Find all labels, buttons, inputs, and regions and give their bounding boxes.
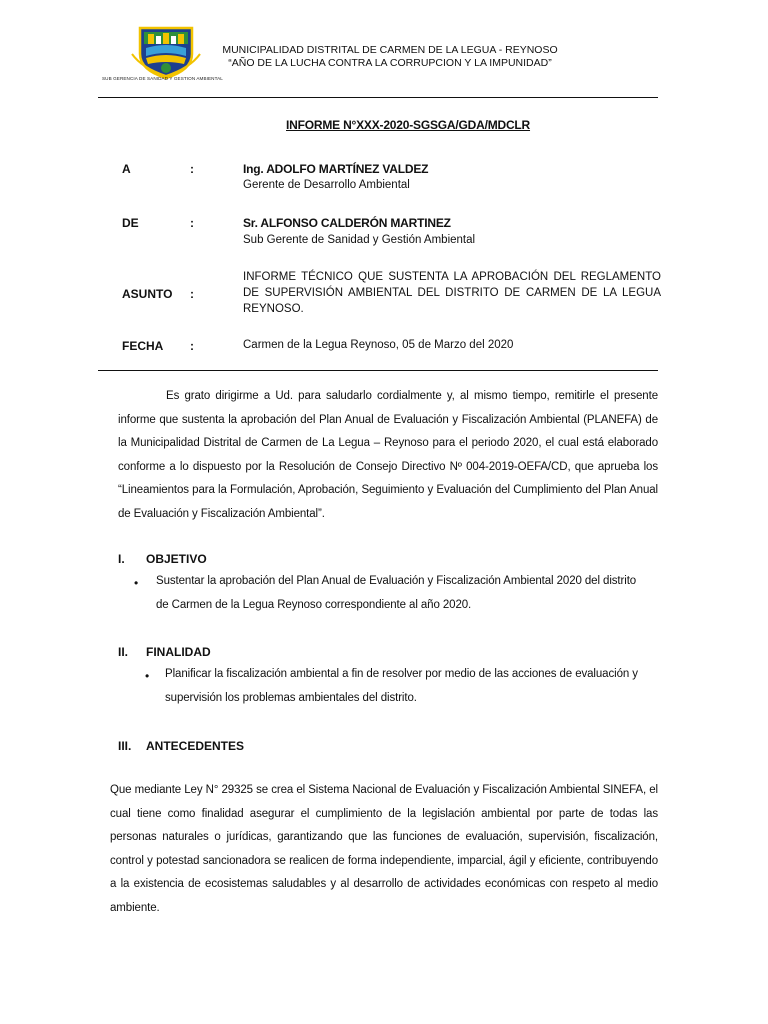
- org-name: MUNICIPALIDAD DISTRITAL DE CARMEN DE LA LEGUA - REYNOSO: [222, 44, 558, 56]
- date-label: FECHA: [122, 339, 164, 353]
- from-label: DE: [122, 216, 139, 230]
- municipal-logo: [104, 24, 224, 88]
- date-colon: :: [190, 339, 194, 353]
- logo-caption: SUB GERENCIA DE SANIDAD Y GESTION AMBIENTAL: [102, 76, 223, 81]
- intro-paragraph: Es grato dirigirme a Ud. para saludarlo cordialmente y, al mismo tiempo, remitirle el presente informe que sustenta la aprobación del Plan Anual de Evaluación y Fiscalización Ambiental (PLANEFA) de la Municipalidad Distrital de Carmen de La Legua – Reynoso para el periodo 2020, el cual está elaborado conforme a lo dispuesto por la Resolución de Consejo Directivo Nº 004-2019-OEFA/CD, que aprueba los “Lineamientos para la Formulación, Aprobación, Seguimiento y Evaluación del Cumplimiento del Plan Anual de Evaluación y Fiscalización Ambiental”.: [118, 390, 658, 520]
- section-number-finalidad: II.: [118, 645, 129, 659]
- section-title-finalidad: FINALIDAD: [146, 645, 211, 659]
- objetivo-line-2: de Carmen de la Legua Reynoso correspondiente al año 2020.: [156, 599, 472, 611]
- report-title: INFORME N°XXX-2020-SGSGA/GDA/MDCLR: [286, 118, 531, 132]
- from-name: Sr. ALFONSO CALDERÓN MARTINEZ: [243, 216, 451, 230]
- subject-colon: :: [190, 287, 194, 301]
- org-motto: “AÑO DE LA LUCHA CONTRA LA CORRUPCION Y LA IMPUNIDAD”: [228, 57, 552, 69]
- section-number-antecedentes: III.: [118, 739, 132, 753]
- to-role: Gerente de Desarrollo Ambiental: [243, 179, 410, 191]
- finalidad-line-1: Planificar la fiscalización ambiental a fin de resolver por medio de las acciones de evaluación y: [165, 668, 638, 680]
- date-text: Carmen de la Legua Reynoso, 05 de Marzo del 2020: [243, 339, 514, 351]
- from-colon: :: [190, 216, 194, 230]
- header-divider: [98, 97, 658, 98]
- subject-label: ASUNTO: [122, 287, 173, 301]
- subject-text: INFORME TÉCNICO QUE SUSTENTA LA APROBACIÓN DEL REGLAMENTO DE SUPERVISIÓN AMBIENTAL DEL DISTRITO DE CARMEN DE LA LEGUA REYNOSO.: [243, 271, 661, 315]
- section-number-objetivo: I.: [118, 552, 125, 566]
- section-title-objetivo: OBJETIVO: [146, 552, 207, 566]
- antecedentes-paragraph: Que mediante Ley N° 29325 se crea el Sistema Nacional de Evaluación y Fiscalización Ambiental SINEFA, el cual tiene como finalidad asegurar el cumplimiento de la legislación ambiental por parte de todas las personas naturales o jurídicas, garantizando que las funciones de evaluación, supervisión, fiscalización, control y potestad sancionadora se realicen de forma independiente, imparcial, ágil y eficiente, contribuyendo a la existencia de ecosistemas saludables y al desarrollo de actividades económicas con respeto al medio ambiente.: [110, 784, 658, 914]
- finalidad-line-2: supervisión los problemas ambientales del distrito.: [165, 692, 417, 704]
- to-name: Ing. ADOLFO MARTÍNEZ VALDEZ: [243, 162, 429, 176]
- header-org: [210, 44, 570, 70]
- bullet-icon: •: [145, 669, 150, 683]
- bullet-icon: •: [134, 576, 139, 590]
- to-label: A: [122, 162, 131, 176]
- shield-emblem-icon: [126, 24, 206, 80]
- memo-divider: [98, 370, 658, 371]
- from-role: Sub Gerente de Sanidad y Gestión Ambiental: [243, 234, 476, 246]
- to-colon: :: [190, 162, 194, 176]
- objetivo-line-1: Sustentar la aprobación del Plan Anual de Evaluación y Fiscalización Ambiental 2020 del distrito: [156, 575, 637, 587]
- section-title-antecedentes: ANTECEDENTES: [146, 739, 245, 753]
